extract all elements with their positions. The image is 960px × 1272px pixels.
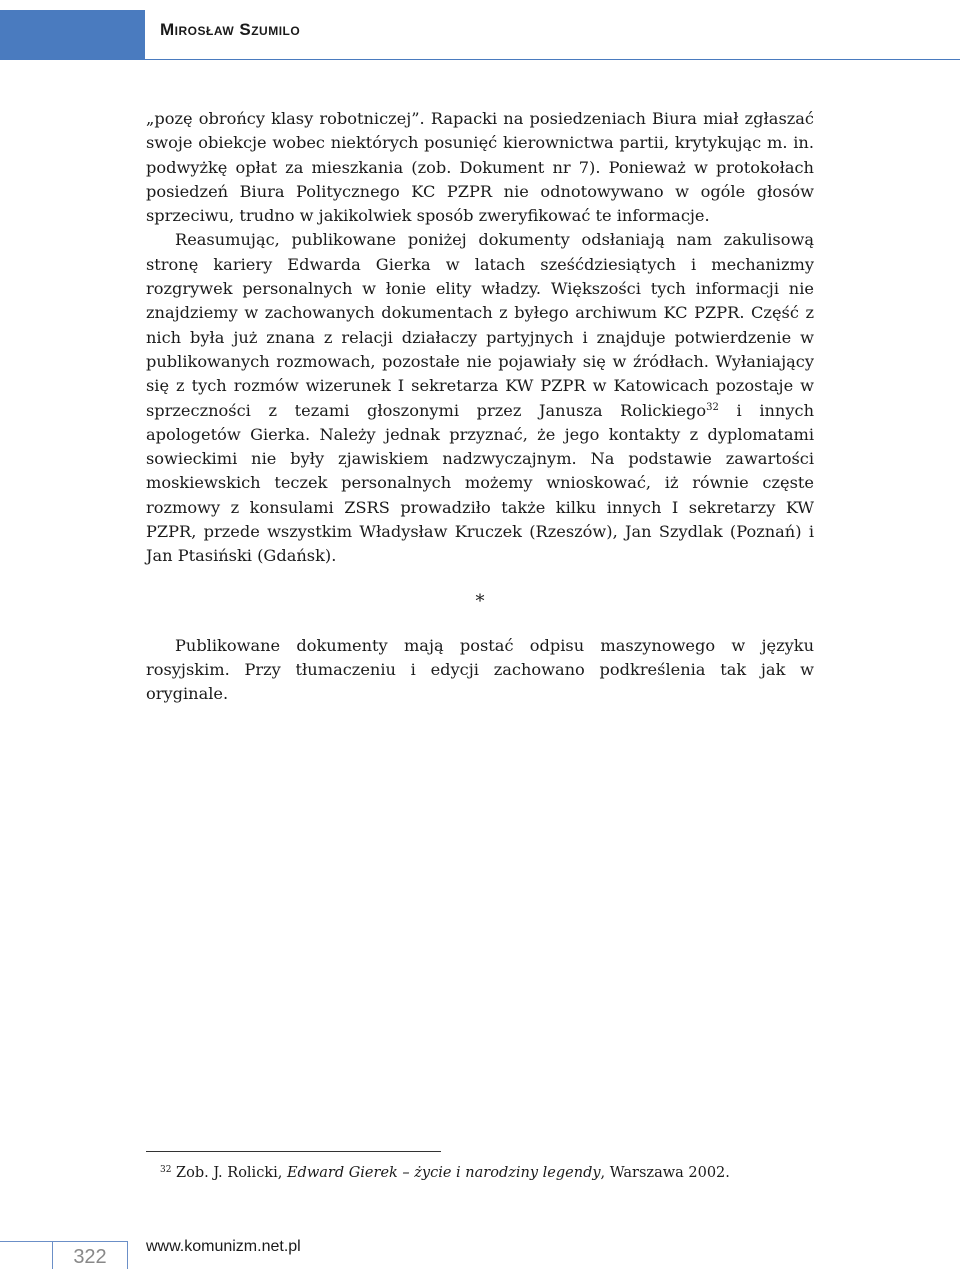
running-header-author: Mirosław Szumilo: [160, 20, 301, 39]
footnote-suffix: , Warszawa 2002.: [600, 1165, 730, 1181]
header-color-block: [0, 10, 145, 60]
footer-website[interactable]: www.komunizm.net.pl: [146, 1238, 301, 1255]
footnote: [160, 1162, 820, 1184]
footer-rule: [0, 1241, 52, 1242]
paragraph-2-part-2: i innych apologetów Gierka. Należy jednak przyznać, że jego kontakty z dyplomatami sowieckimi nie były zjawiskiem nadzwyczajnym. Na podstawie zawartości moskiewskich teczek personalnych możemy wnioskować, iż równie częste rozmowy z konsulami ZSRS prowadziło także kilku innych I sekretarzy KW PZPR, przede wszystkim Władysław Kruczek (Rzeszów), Jan Szydlak (Poznań) i Jan Ptasiński (Gdańsk).: [146, 400, 814, 566]
section-separator: *: [475, 590, 485, 612]
footnote-number: 32: [160, 1165, 172, 1175]
footnote-prefix: Zob. J. Rolicki,: [171, 1165, 287, 1181]
main-text: [146, 107, 814, 707]
footnote-reference[interactable]: 32: [706, 401, 719, 413]
footnote-rule: [146, 1151, 441, 1152]
paragraph-2-part-1: Reasumując, publikowane poniżej dokumenty odsłaniają nam zakulisową stronę kariery Edwarda Gierka w latach sześćdziesiątych i mechanizmy rozgrywek personalnych w łonie elity władzy. Większości tych informacji nie znajdziemy w zachowanych dokumentach z byłego archiwum KC PZPR. Część z nich była już znana z relacji działaczy partyjnych i znajduje potwierdzenie w publikowanych rozmowach, pozostałe nie pojawiały się w źródłach. Wyłaniający się z tych rozmów wizerunek I sekretarza KW PZPR w Katowicach pozostaje w sprzeczności z tezami głoszonymi przez Janusza Rolickiego: [146, 230, 814, 420]
paragraph-1: „pozę obrońcy klasy robotniczej”. Rapacki na posiedzeniach Biura miał zgłaszać swoje obiekcje wobec niektórych posunięć kierownictwa partii, krytykując m. in. podwyżkę opłat za mieszkania (zob. Dokument nr 7). Ponieważ w protokołach posiedzeń Biura Politycznego KC PZPR nie odnotowywano w ogóle głosów sprzeciwu, trudno w jakikolwiek sposób zweryfikować te informacje.: [146, 109, 814, 226]
footnote-book-title: Edward Gierek – życie i narodziny legendy: [286, 1165, 601, 1181]
paragraph-2: [146, 228, 814, 568]
paragraph-3: Publikowane dokumenty mają postać odpisu maszynowego w języku rosyjskim. Przy tłumaczeniu i edycji zachowano podkreślenia tak jak w oryginale.: [146, 635, 814, 704]
header-rule: [145, 59, 960, 60]
page-number: 322: [52, 1241, 128, 1269]
